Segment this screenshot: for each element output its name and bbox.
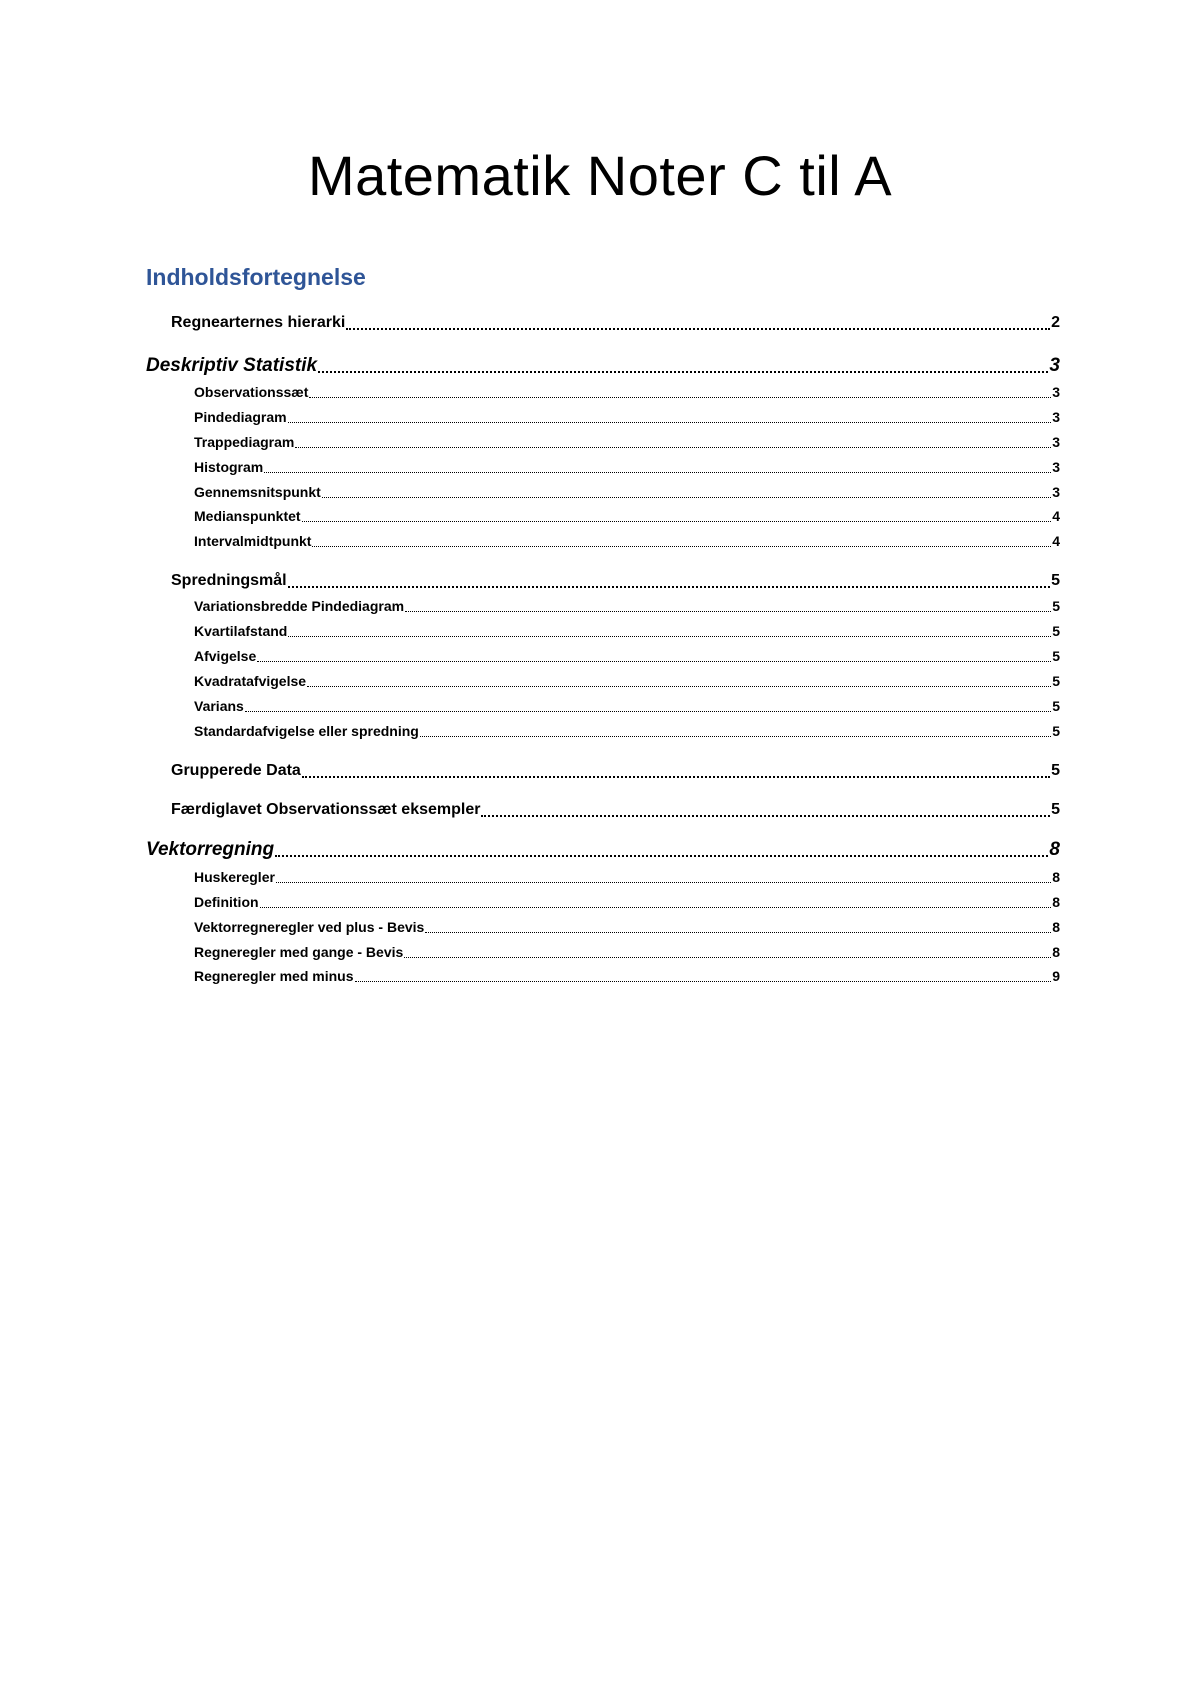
toc-dot-leader [309, 396, 1051, 398]
toc-entry[interactable] [146, 531, 1060, 551]
toc-entry[interactable] [146, 867, 1060, 887]
toc-entry-page-number: 5 [1052, 648, 1060, 664]
toc-entry[interactable] [146, 621, 1060, 641]
toc-entry[interactable] [146, 482, 1060, 502]
toc-entry-label: Færdiglavet Observationssæt eksempler [171, 801, 481, 818]
toc-dot-leader [288, 421, 1052, 423]
toc-entry-label: Regneregler med minus [194, 968, 354, 984]
toc-entry-label: Deskriptiv Statistik [146, 355, 318, 376]
toc-dot-leader [346, 327, 1050, 330]
toc-entry[interactable] [146, 382, 1060, 402]
toc-dot-leader [318, 370, 1048, 373]
toc-dot-leader [275, 854, 1048, 857]
toc-dot-leader [295, 446, 1051, 448]
toc-dot-leader [312, 545, 1051, 547]
toc-entry-page-number: 5 [1051, 762, 1060, 779]
toc-entry[interactable] [146, 312, 1060, 334]
toc-entry-page-number: 5 [1052, 673, 1060, 689]
toc-entry-label: Observationssæt [194, 384, 309, 400]
toc-entry-page-number: 5 [1052, 723, 1060, 739]
toc-dot-leader [245, 710, 1051, 712]
toc-dot-leader [404, 956, 1051, 958]
toc-entry[interactable] [146, 799, 1060, 821]
toc-entry-page-number: 4 [1052, 508, 1060, 524]
toc-entry-label: Histogram [194, 459, 264, 475]
toc-entry[interactable] [146, 760, 1060, 782]
toc-entry-page-number: 5 [1052, 598, 1060, 614]
toc-dot-leader [420, 735, 1051, 737]
toc-entry-label: Kvadratafvigelse [194, 673, 307, 689]
table-of-contents [146, 0, 1060, 1000]
toc-entry-page-number: 4 [1052, 533, 1060, 549]
toc-entry[interactable] [146, 354, 1060, 378]
toc-entry[interactable] [146, 721, 1060, 741]
toc-entry-label: Standardafvigelse eller spredning [194, 723, 419, 739]
toc-entry-label: Huskeregler [194, 869, 275, 885]
toc-entry-label: Variationsbredde Pindediagram [194, 598, 405, 614]
toc-entry-label: Afvigelse [194, 648, 257, 664]
toc-entry-page-number: 3 [1049, 355, 1060, 376]
toc-entry[interactable] [146, 432, 1060, 452]
toc-entry-page-number: 2 [1051, 314, 1060, 331]
toc-dot-leader [302, 775, 1050, 778]
toc-entry-label: Pindediagram [194, 409, 287, 425]
toc-entry[interactable] [146, 596, 1060, 616]
toc-entry-page-number: 3 [1052, 459, 1060, 475]
toc-entry[interactable] [146, 917, 1060, 937]
toc-dot-leader [302, 520, 1052, 522]
toc-entry-page-number: 8 [1052, 944, 1060, 960]
toc-entry-label: Medianspunktet [194, 508, 301, 524]
toc-entry-page-number: 3 [1052, 434, 1060, 450]
toc-entry-label: Gennemsnitspunkt [194, 484, 321, 500]
toc-entry-label: Varians [194, 698, 244, 714]
toc-entry-label: Definition [194, 894, 259, 910]
toc-dot-leader [276, 881, 1051, 883]
toc-entry-label: Grupperede Data [171, 762, 301, 779]
toc-dot-leader [405, 610, 1051, 612]
toc-entry-page-number: 8 [1052, 894, 1060, 910]
toc-entry[interactable] [146, 942, 1060, 962]
toc-dot-leader [264, 471, 1051, 473]
toc-entry[interactable] [146, 457, 1060, 477]
toc-entry-label: Spredningsmål [171, 572, 287, 589]
toc-entry-label: Intervalmidtpunkt [194, 533, 312, 549]
toc-entry-page-number: 8 [1052, 869, 1060, 885]
toc-dot-leader [260, 906, 1052, 908]
toc-entry-label: Vektorregning [146, 839, 275, 860]
toc-entry[interactable] [146, 646, 1060, 666]
toc-entry[interactable] [146, 696, 1060, 716]
toc-entry-page-number: 5 [1052, 623, 1060, 639]
toc-entry[interactable] [146, 506, 1060, 526]
toc-entry-page-number: 3 [1052, 384, 1060, 400]
toc-dot-leader [425, 931, 1051, 933]
toc-entry-page-number: 8 [1052, 919, 1060, 935]
toc-entry[interactable] [146, 407, 1060, 427]
toc-entry-page-number: 3 [1052, 484, 1060, 500]
toc-heading: Indholdsfortegnelse [146, 264, 366, 290]
document-title: Matematik Noter C til A [307, 144, 893, 207]
toc-entry-label: Regnearternes hierarki [171, 314, 346, 331]
toc-dot-leader [481, 814, 1050, 817]
toc-entry-page-number: 5 [1051, 801, 1060, 818]
toc-entry-page-number: 9 [1052, 968, 1060, 984]
toc-entry-page-number: 5 [1052, 698, 1060, 714]
toc-entry[interactable] [146, 838, 1060, 862]
toc-entry-page-number: 5 [1051, 572, 1060, 589]
toc-entry[interactable] [146, 966, 1060, 986]
toc-entry[interactable] [146, 671, 1060, 691]
toc-entry-page-number: 8 [1049, 839, 1060, 860]
toc-dot-leader [288, 585, 1051, 588]
toc-dot-leader [355, 980, 1052, 982]
toc-entry-label: Regneregler med gange - Bevis [194, 944, 404, 960]
toc-entry[interactable] [146, 892, 1060, 912]
toc-dot-leader [322, 496, 1051, 498]
toc-dot-leader [307, 685, 1051, 687]
toc-entry-label: Vektorregneregler ved plus - Bevis [194, 919, 425, 935]
toc-entry-page-number: 3 [1052, 409, 1060, 425]
toc-entry-label: Kvartilafstand [194, 623, 288, 639]
toc-dot-leader [288, 635, 1051, 637]
toc-dot-leader [257, 660, 1051, 662]
toc-entry-label: Trappediagram [194, 434, 295, 450]
toc-entry[interactable] [146, 570, 1060, 592]
